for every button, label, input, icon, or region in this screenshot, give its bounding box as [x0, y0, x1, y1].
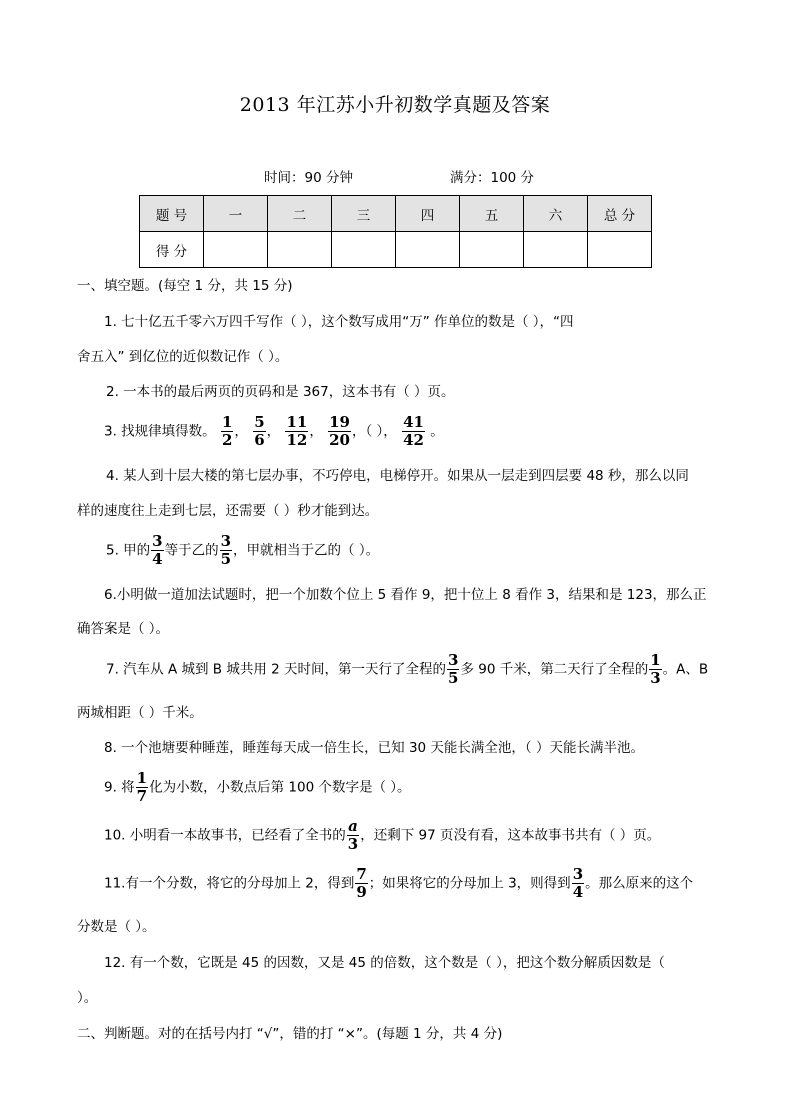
score-input-cell[interactable]: [524, 232, 588, 268]
time-label: 时间：90 分钟: [264, 170, 353, 186]
question-9-text: 化为小数，小数点后第 100 个数字是（ ）。: [149, 779, 411, 796]
score-input-cell[interactable]: [332, 232, 396, 268]
denominator: 42: [403, 431, 424, 449]
denominator: 2: [221, 431, 233, 449]
question-5: [106, 533, 379, 568]
question-2: 2. 一本书的最后两页的页码和是 367，这本书有（ ）页。: [106, 384, 455, 400]
question-11-text: ；如果将它的分母加上 3，则得到: [368, 875, 571, 892]
question-8: 8. 一个池塘要种睡莲，睡莲每天成一倍生长，已知 30 天能长满全池，（ ）天能长满半池。: [104, 740, 644, 756]
score-table-header-cell: 一: [204, 196, 268, 232]
question-10-text: 10. 小明看一本故事书，已经看了全书的: [104, 827, 346, 844]
score-input-cell[interactable]: [204, 232, 268, 268]
score-table-header-cell: 二: [268, 196, 332, 232]
fraction: [447, 652, 459, 687]
question-11-line-1: [104, 866, 693, 901]
score-input-cell[interactable]: [396, 232, 460, 268]
score-table-header-cell: 六: [524, 196, 588, 232]
fraction: [220, 533, 232, 568]
fraction: [285, 414, 308, 449]
score-table-header-row: [140, 196, 652, 232]
score-table-score-row: [140, 232, 652, 268]
question-10-text: ，还剩下 97 页没有看，这本故事书共有（ ）页。: [360, 827, 661, 844]
denominator: 3: [347, 835, 359, 853]
score-input-cell[interactable]: [460, 232, 524, 268]
fraction: [253, 414, 265, 449]
denominator: 5: [220, 550, 232, 568]
question-7-text: 多 90 千米，第二天行了全程的: [460, 661, 649, 678]
question-4-line-1: 4. 某人到十层大楼的第七层办事，不巧停电，电梯停开。如果从一层走到四层要 48 秒，那么以同: [106, 468, 689, 484]
numerator: 11: [286, 413, 308, 431]
question-4-line-2: 样的速度往上走到七层，还需要（ ）秒才能到达。: [77, 503, 379, 519]
numerator: 1: [650, 651, 661, 669]
numerator: 3: [220, 532, 232, 550]
numerator: 1: [221, 413, 233, 431]
fraction: [328, 414, 351, 449]
question-11-line-2: 分数是（ ）。: [77, 919, 156, 935]
numerator: 1: [136, 769, 148, 787]
question-5-text: 等于乙的: [164, 542, 219, 559]
denominator: 4: [572, 883, 584, 901]
fraction: [221, 414, 233, 449]
section2-heading: 二、判断题。对的在括号内打 “√”，错的打 “×”。(每题 1 分，共 4 分): [77, 1026, 503, 1042]
fraction: [136, 770, 148, 805]
question-12-line-1: 12. 有一个数，它既是 45 的因数，又是 45 的倍数，这个数是（ ），把这个数分解质因数是（: [104, 955, 665, 971]
numerator: 7: [356, 865, 367, 883]
numerator: a: [348, 817, 358, 835]
numerator: 3: [572, 865, 584, 883]
question-5-text: ，甲就相当于乙的（ ）。: [233, 542, 380, 559]
denominator: 4: [152, 550, 163, 568]
section1-heading: 一、填空题。(每空 1 分，共 15 分): [77, 278, 293, 294]
question-1-line-2: 舍五入” 到亿位的近似数记作（ ）。: [77, 349, 289, 365]
question-9-text: 9. 将: [104, 779, 135, 796]
denominator: 20: [329, 431, 350, 449]
denominator: 12: [286, 431, 308, 449]
question-9: [104, 770, 411, 805]
question-5-text: 5. 甲的: [106, 542, 151, 559]
denominator: 7: [136, 787, 148, 805]
question-11-text: 。那么原来的这个: [585, 875, 694, 892]
score-row-label: 得 分: [140, 232, 204, 268]
question-11-text: 11.有一个分数，将它的分母加上 2，得到: [104, 875, 355, 892]
score-input-cell[interactable]: [588, 232, 652, 268]
question-1-line-1: 1. 七十亿五千零六万四千写作（ ），这个数写成用“万” 作单位的数是（ ），“四: [104, 314, 574, 330]
fraction: [355, 866, 367, 901]
numerator: 3: [152, 532, 163, 550]
denominator: 6: [254, 431, 265, 449]
page-title: 2013 年江苏小升初数学真题及答案: [239, 94, 551, 116]
score-table-header-cell: 三: [332, 196, 396, 232]
numerator: 41: [403, 413, 424, 431]
denominator: 3: [650, 669, 661, 687]
score-table-header-cell: 总 分: [588, 196, 652, 232]
question-6-line-2: 确答案是（ ）。: [77, 621, 170, 637]
numerator: 19: [329, 413, 350, 431]
question-12-line-2: ）。: [77, 990, 98, 1006]
question-3-end: 。: [430, 423, 444, 440]
question-6-line-1: 6.小明做一道加法试题时，把一个加数个位上 5 看作 9，把十位上 8 看作 3，结果和是 123，那么正: [104, 587, 707, 603]
question-10: [104, 818, 660, 853]
score-table: [139, 195, 652, 268]
answer-blank[interactable]: ，（ ），: [351, 423, 397, 440]
question-3-prefix: 3. 找规律填得数。: [104, 423, 216, 440]
numerator: 5: [254, 413, 265, 431]
fraction: [572, 866, 584, 901]
fraction: [402, 414, 425, 449]
score-table-header-cell: 四: [396, 196, 460, 232]
score-table-header-cell: 题 号: [140, 196, 204, 232]
fraction: [151, 533, 163, 568]
question-7-text: 7. 汽车从 A 城到 B 城共用 2 天时间，第一天行了全程的: [106, 661, 447, 678]
fraction: [347, 818, 359, 853]
denominator: 9: [356, 883, 367, 901]
full-score-label: 满分：100 分: [450, 170, 535, 186]
numerator: 3: [448, 651, 459, 669]
score-input-cell[interactable]: [268, 232, 332, 268]
question-7-line-1: [106, 652, 708, 687]
question-7-line-2: 两城相距（ ）千米。: [77, 705, 203, 721]
fraction: [649, 652, 661, 687]
denominator: 5: [448, 669, 459, 687]
score-table-header-cell: 五: [460, 196, 524, 232]
question-7-text: 。A、B: [662, 661, 709, 678]
question-3: 3. 找规律填得数。 $\frac{1}{2}$ ， $\frac{5}{6}$ ， $\frac{11}{12}$ ， $\frac{19}{20}$ ，（ ）， $\frac{41}{42}$ 。: [104, 413, 444, 449]
